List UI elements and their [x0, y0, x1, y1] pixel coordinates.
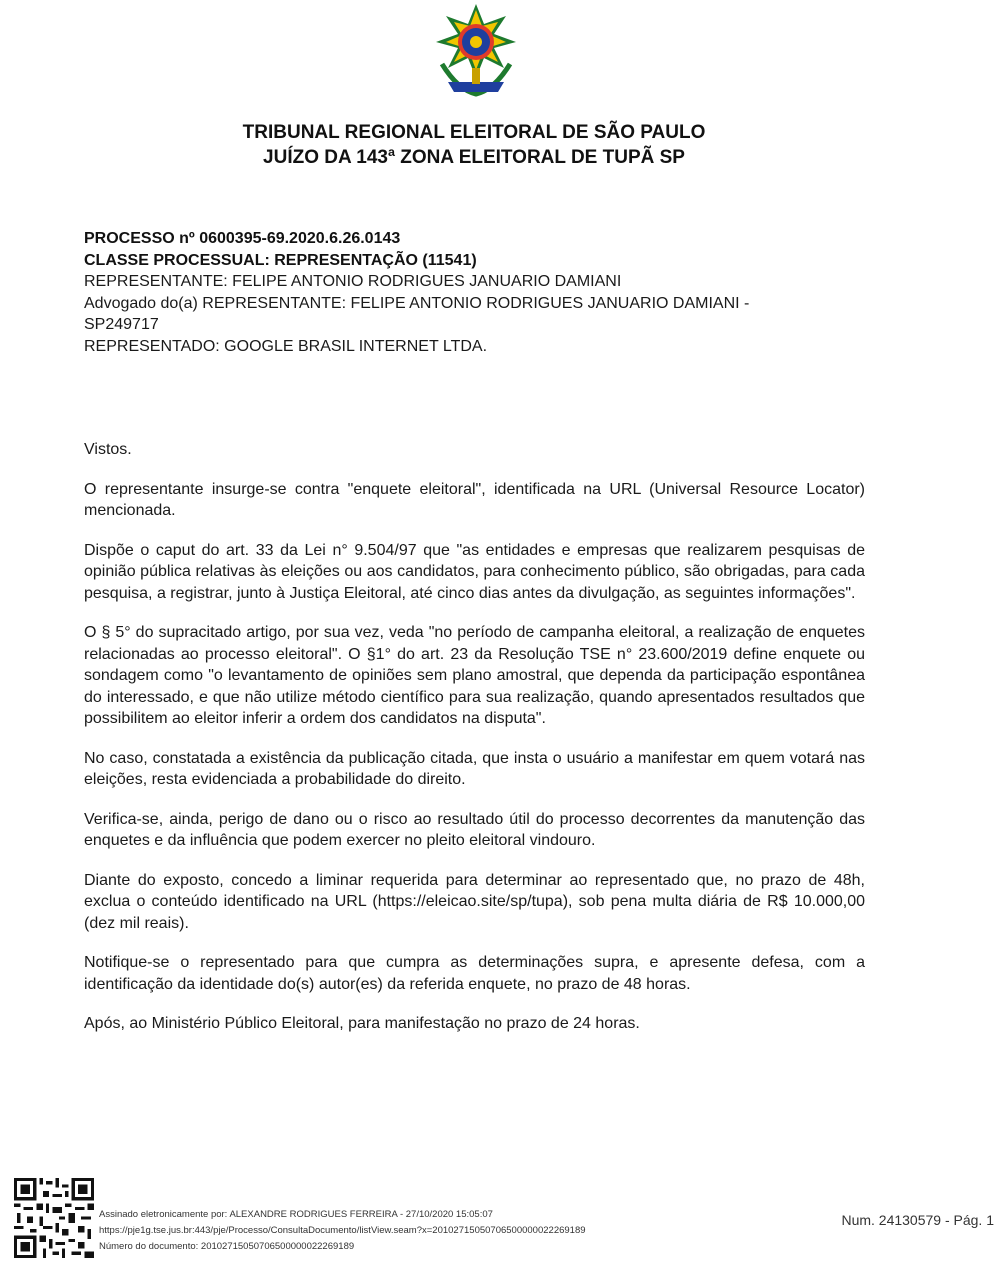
paragraph-5: No caso, constatada a existência da publicação citada, que insta o usuário a manifestar em quem votará nas eleições, resta evidenciada a probabilidade do direito.	[84, 749, 865, 788]
advogado-line1: Advogado do(a) REPRESENTANTE: FELIPE ANTONIO RODRIGUES JANUARIO DAMIANI -	[84, 294, 750, 312]
case-header	[84, 228, 874, 357]
process-number: PROCESSO nº 0600395-69.2020.6.26.0143	[84, 230, 401, 247]
court-heading	[0, 120, 948, 170]
brazil-coat-of-arms-icon	[428, 2, 524, 102]
advogado-line2: SP249717	[84, 316, 159, 333]
paragraph-8: Notifique-se o representado para que cumpra as determinações supra, e apresente defesa, com a identificação da identidade do(s) autor(es) da referida enquete, no prazo de 48 horas.	[84, 954, 865, 993]
paragraph-3: Dispõe o caput do art. 33 da Lei n° 9.504/97 que "as entidades e empresas que realizarem pesquisas de opinião pública relativas às eleições ou aos candidatos, para conhecimento público, são obrigadas, para cada pesquisa, a registrar, junto à Justiça Eleitoral, até cinco dias antes da divulgação, as seguintes informações".	[84, 541, 865, 602]
paragraph-2: O representante insurge-se contra "enquete eleitoral", identificada na URL (Universal Resource Locator) mencionada.	[84, 480, 865, 519]
qr-code-icon	[14, 1178, 94, 1258]
court-title-line2: JUÍZO DA 143ª ZONA ELEITORAL DE TUPÃ SP	[263, 147, 685, 168]
document-number: Número do documento: 20102715050706500000022269189	[99, 1241, 355, 1252]
signed-by: Assinado eletronicamente por: ALEXANDRE RODRIGUES FERREIRA - 27/10/2020 15:05:07	[99, 1209, 493, 1220]
process-class: CLASSE PROCESSUAL: REPRESENTAÇÃO (11541)	[84, 251, 477, 269]
paragraph-6: Verifica-se, ainda, perigo de dano ou o risco ao resultado útil do processo decorrentes da manutenção das enquetes e da influência que podem exercer no pleito eleitoral vindouro.	[84, 810, 865, 849]
page-number: Num. 24130579 - Pág. 1	[841, 1212, 994, 1228]
signature-footer	[99, 1207, 586, 1255]
representado: REPRESENTADO: GOOGLE BRASIL INTERNET LTDA.	[84, 337, 488, 355]
paragraph-9: Após, ao Ministério Público Eleitoral, para manifestação no prazo de 24 horas.	[84, 1015, 640, 1032]
verification-url[interactable]: https://pje1g.tse.jus.br:443/pje/Processo/ConsultaDocumento/listView.seam?x=20102715050706500000022269189	[99, 1225, 586, 1236]
paragraph-4: O § 5° do supracitado artigo, por sua vez, veda "no período de campanha eleitoral, a realização de enquetes relacionadas ao processo eleitoral". O §1° do art. 23 da Resolução TSE n° 23.600/2019 define enquete ou sondagem como "o levantamento de opiniões sem plano amostral, que dependa da participação espontânea do interessado, e que não utilize método científico para sua realização, quando apresentados resultados que possibilitem ao eleitor inferir a ordem dos candidatos na disputa".	[84, 624, 865, 727]
decision-body	[84, 439, 865, 1053]
paragraph-7: Diante do exposto, concedo a liminar requerida para determinar ao representado que, no prazo de 48h, exclua o conteúdo identificado na URL (https://eleicao.site/sp/tupa), sob pena multa diária de R$ 10.000,00 (dez mil reais).	[84, 871, 865, 932]
representante: REPRESENTANTE: FELIPE ANTONIO RODRIGUES JANUARIO DAMIANI	[84, 273, 622, 290]
court-title-line1: TRIBUNAL REGIONAL ELEITORAL DE SÃO PAULO	[242, 122, 706, 143]
paragraph-vistos: Vistos.	[84, 441, 132, 458]
